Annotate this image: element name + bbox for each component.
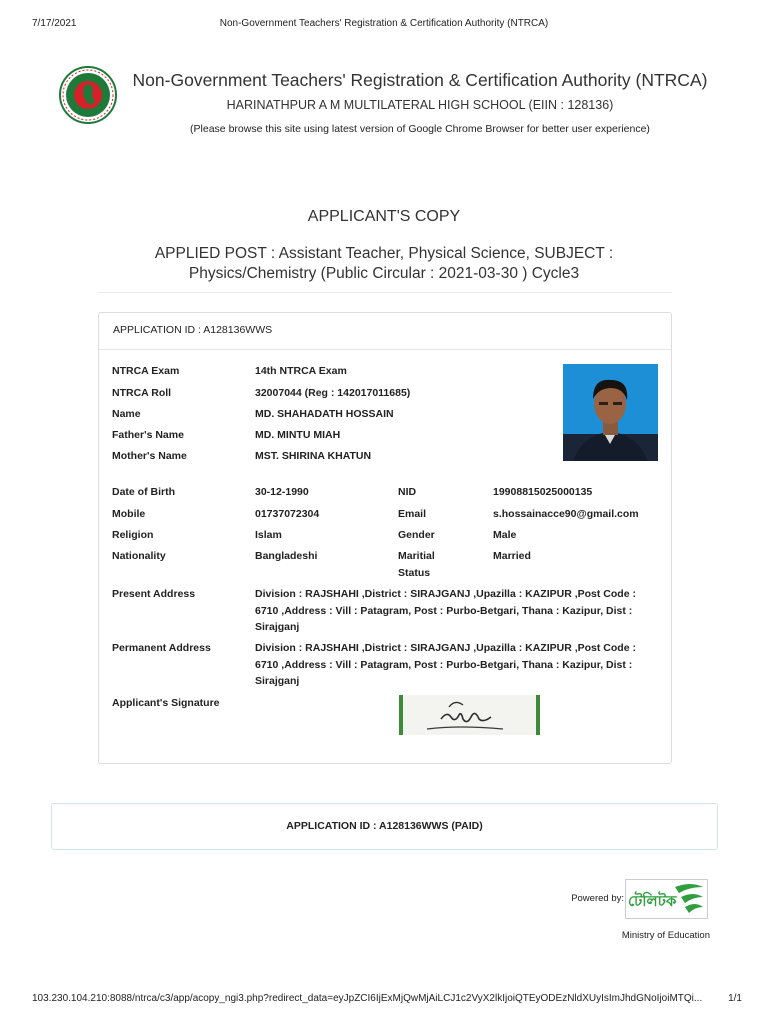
email-label: Email bbox=[398, 508, 427, 520]
applied-post: APPLIED POST : Assistant Teacher, Physical Science, SUBJECT : Physics/Chemistry (Public Circular : 2021-03-30 ) Cycle3 bbox=[154, 245, 614, 282]
ntrca-roll-label: NTRCA Roll bbox=[112, 387, 172, 399]
gender-value: Male bbox=[493, 529, 517, 541]
marital-status-value: Married bbox=[493, 550, 531, 562]
gender-label: Gender bbox=[398, 529, 435, 541]
teletalk-logo-icon bbox=[625, 879, 708, 919]
applicant-signature bbox=[399, 695, 540, 735]
print-title: Non-Government Teachers' Registration & Certification Authority (NTRCA) bbox=[219, 18, 549, 29]
card-header bbox=[99, 313, 671, 350]
print-header bbox=[0, 18, 768, 32]
print-page-number: 1/1 bbox=[728, 993, 742, 1004]
mother-name-value: MST. SHIRINA KHATUN bbox=[255, 450, 372, 462]
father-name-label: Father's Name bbox=[112, 429, 184, 441]
present-address-label: Present Address bbox=[112, 588, 196, 600]
permanent-address-label: Permanent Address bbox=[112, 642, 211, 654]
ministry-label: Ministry of Education bbox=[621, 930, 710, 941]
nid-value: 19908815025000135 bbox=[493, 486, 593, 498]
religion-label: Religion bbox=[112, 529, 154, 541]
name-label: Name bbox=[112, 408, 141, 420]
present-address-value: Division : RAJSHAHI ,District : SIRAJGANJ ,Upazilla : KAZIPUR ,Post Code : 6710 ,Address : Vill : Patagram, Post : Purbo-Betgari, Thana : Kazipur, Dist : Sirajganj bbox=[255, 588, 636, 633]
print-footer-url: 103.230.104.210:8088/ntrca/c3/app/acopy_ngi3.php?redirect_data=eyJpZCI6IjExMjQwMjAiLCJ1c2VyX2lkIjoiQTEyODEzNldXUyIsImJhdGNoIjoiMTQi... bbox=[32, 993, 703, 1004]
ntrca-roll-value: 32007044 (Reg : 142017011685) bbox=[255, 387, 411, 399]
email-value: s.hossainacce90@gmail.com bbox=[493, 508, 639, 520]
ntrca-exam-label: NTRCA Exam bbox=[112, 365, 180, 377]
school-name: HARINATHPUR A M MULTILATERAL HIGH SCHOOL (EIIN : 128136) bbox=[226, 98, 614, 112]
teletalk-logo-text: টেলিটক bbox=[628, 892, 677, 910]
mobile-label: Mobile bbox=[112, 508, 146, 520]
application-id-header: APPLICATION ID : A128136WWS bbox=[113, 324, 273, 336]
paid-application-id: APPLICATION ID : A128136WWS (PAID) bbox=[286, 820, 483, 832]
dob-label: Date of Birth bbox=[112, 486, 175, 498]
browser-note: (Please browse this site using latest version of Google Chrome Browser for better user experience) bbox=[190, 123, 650, 135]
religion-value: Islam bbox=[255, 529, 282, 541]
father-name-value: MD. MINTU MIAH bbox=[255, 429, 341, 441]
paid-status-box bbox=[51, 803, 718, 850]
mother-name-label: Mother's Name bbox=[112, 450, 187, 462]
divider bbox=[98, 292, 672, 293]
permanent-address-value: Division : RAJSHAHI ,District : SIRAJGANJ ,Upazilla : KAZIPUR ,Post Code : 6710 ,Address : Vill : Patagram, Post : Purbo-Betgari, Thana : Kazipur, Dist : Sirajganj bbox=[255, 642, 636, 687]
copy-title: APPLICANT'S COPY bbox=[307, 208, 461, 225]
nationality-label: Nationality bbox=[112, 550, 166, 562]
name-value: MD. SHAHADATH HOSSAIN bbox=[255, 408, 394, 420]
signature-label: Applicant's Signature bbox=[112, 697, 220, 709]
ntrca-exam-value: 14th NTRCA Exam bbox=[255, 365, 347, 377]
mobile-value: 01737072304 bbox=[255, 508, 320, 520]
marital-status-label: Maritial Status bbox=[398, 550, 435, 579]
nid-label: NID bbox=[398, 486, 417, 498]
org-title: Non-Government Teachers' Registration & Certification Authority (NTRCA) bbox=[132, 70, 708, 90]
powered-by-label: Powered by: bbox=[571, 893, 624, 904]
dob-value: 30-12-1990 bbox=[255, 486, 309, 498]
applicant-photo bbox=[563, 364, 658, 461]
print-date: 7/17/2021 bbox=[32, 18, 77, 29]
nationality-value: Bangladeshi bbox=[255, 550, 318, 562]
